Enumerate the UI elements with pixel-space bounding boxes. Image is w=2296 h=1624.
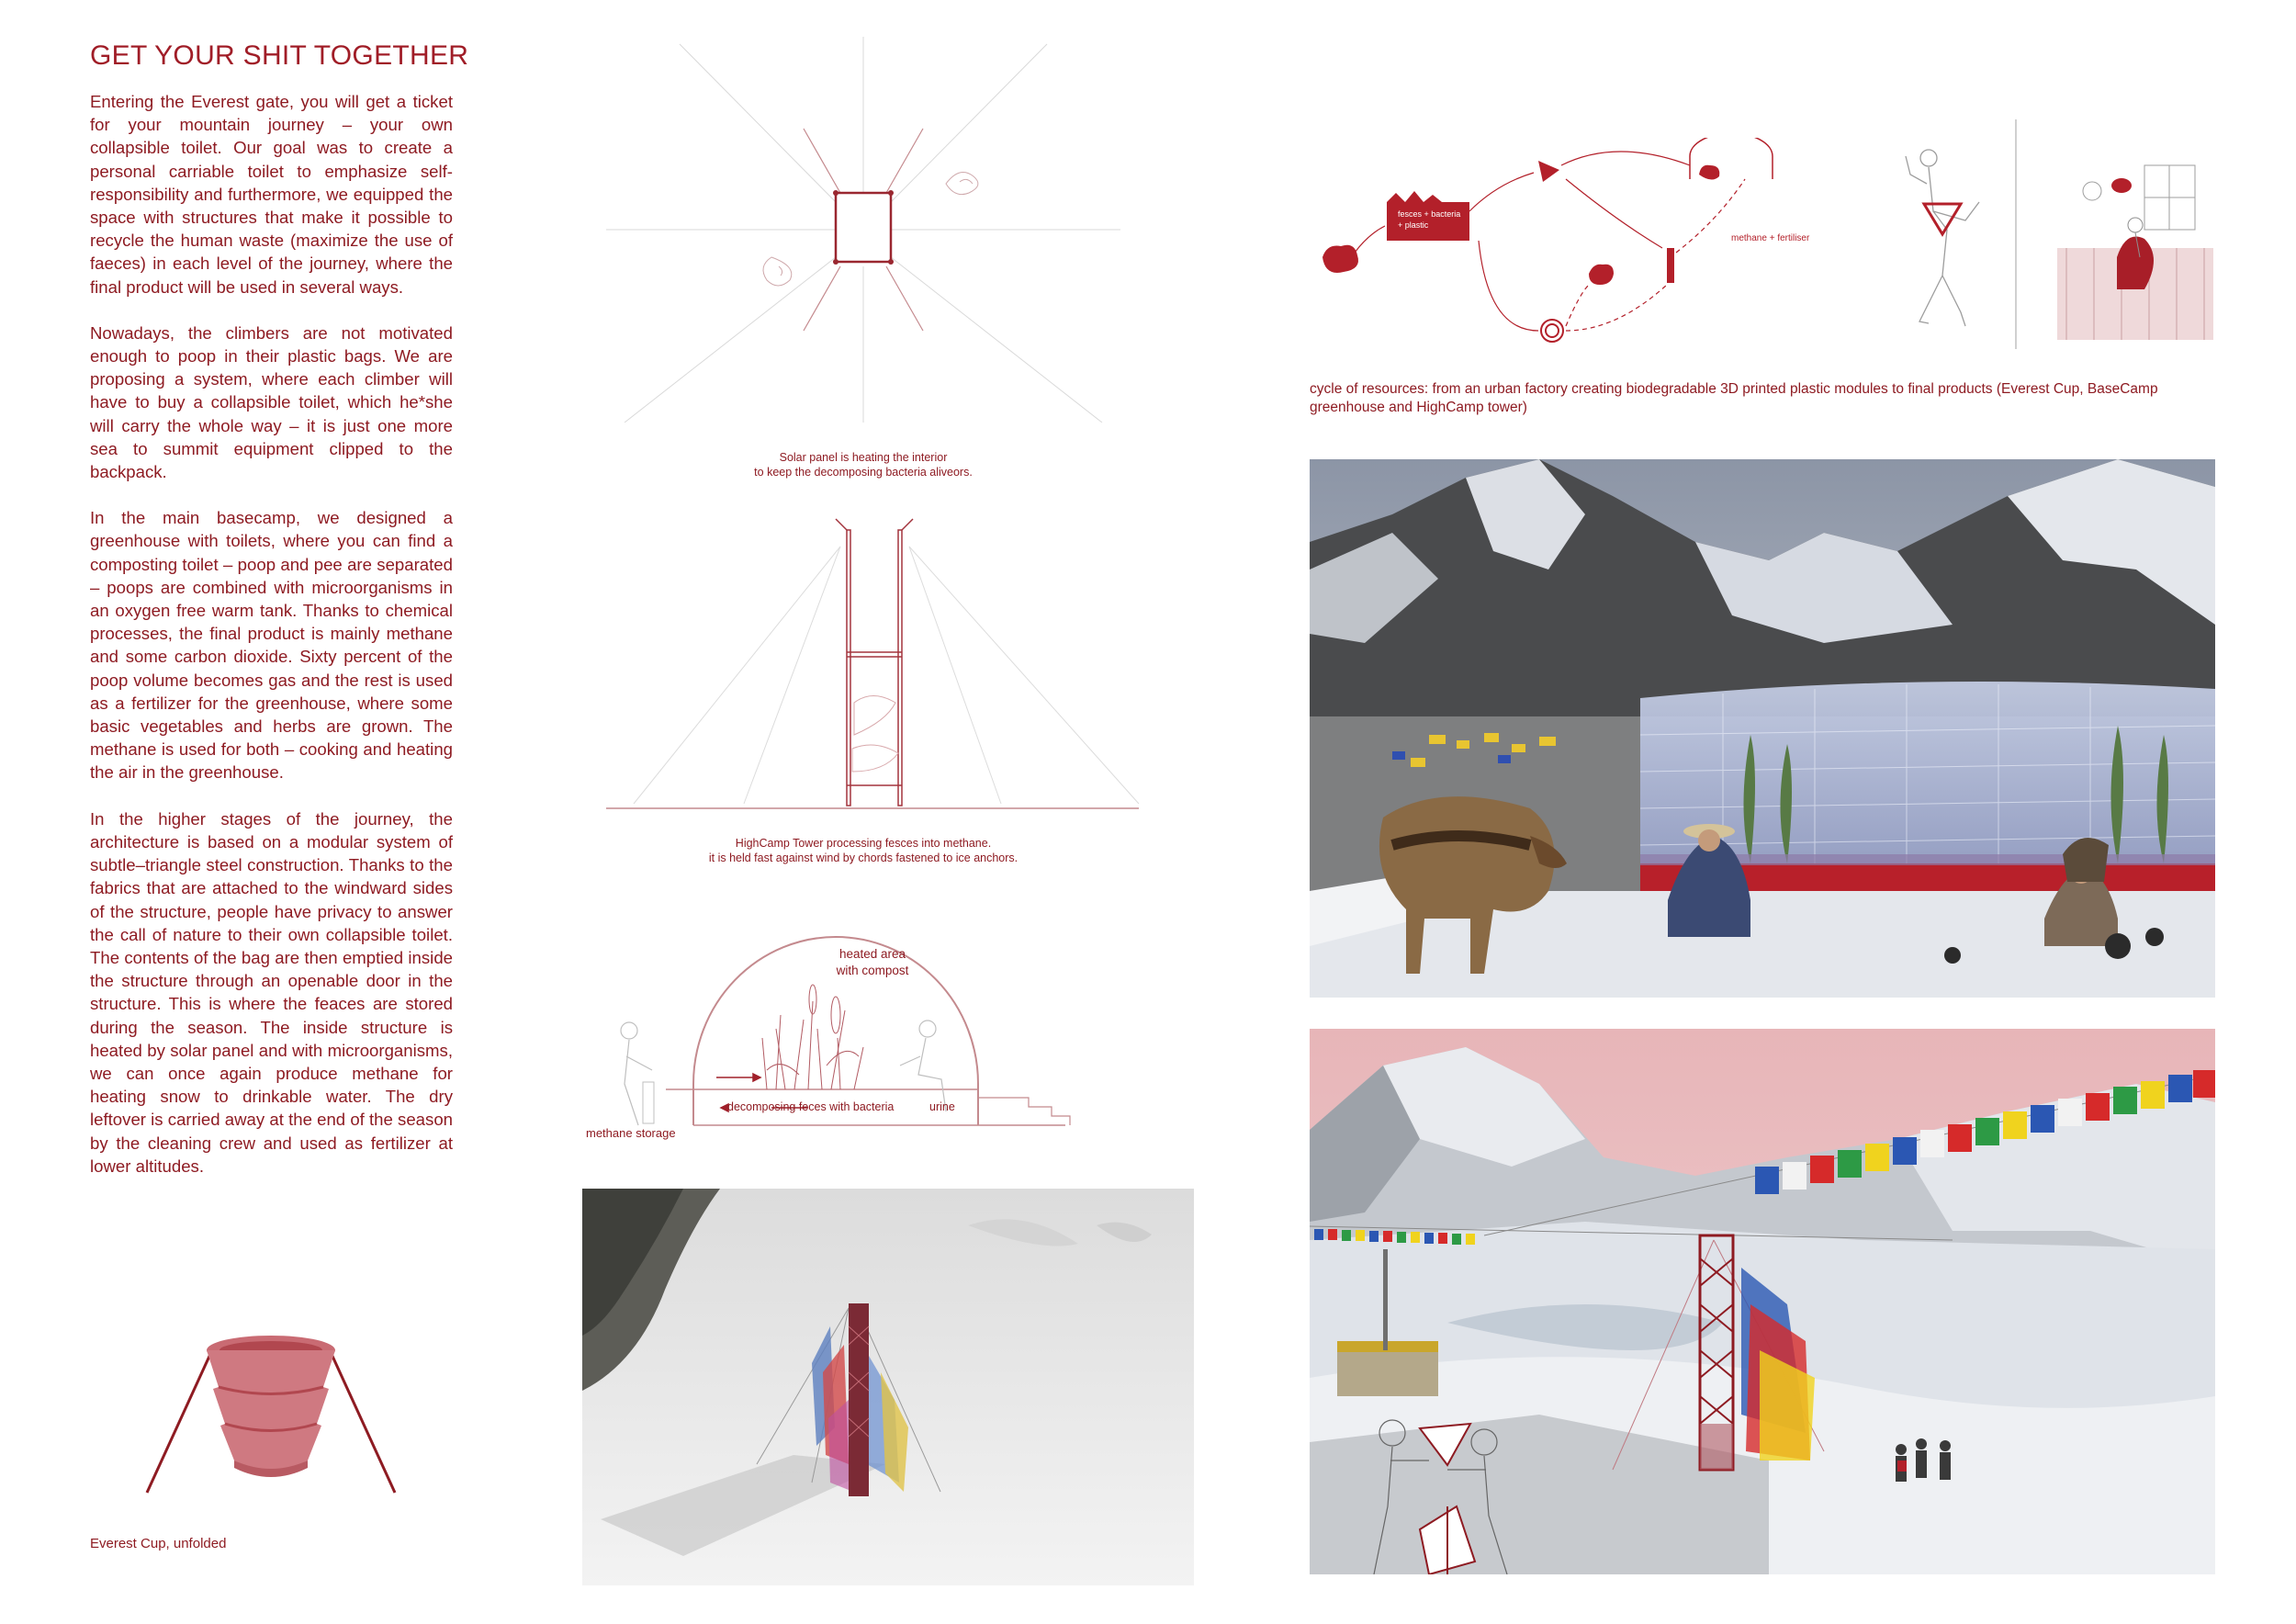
heated-area-label bbox=[817, 946, 928, 979]
heated-area-line-2: with compost bbox=[836, 964, 909, 977]
solar-caption-line-1: Solar panel is heating the interior bbox=[779, 451, 948, 464]
methane-storage-label: methane storage bbox=[586, 1126, 676, 1140]
solar-caption-line-2: to keep the decomposing bacteria aliveors. bbox=[754, 466, 973, 479]
tower-caption-line-2: it is held fast against wind by chords fastened to ice anchors. bbox=[708, 851, 1019, 864]
paragraph-1: Entering the Everest gate, you will get a ticket for your mountain journey – your own collapsible toilet. Our goal was to create a personal carriable toilet to emphasize self-responsibility and furthermore, we equipped the space with structures that make it possible to recycle the human waste (maximize the use of faeces) in each level of the journey, where the final product will be used in several ways. bbox=[90, 92, 453, 297]
page-title: GET YOUR SHIT TOGETHER bbox=[90, 40, 469, 71]
cup-caption: Everest Cup, unfolded bbox=[90, 1536, 227, 1551]
urine-label: urine bbox=[929, 1100, 955, 1113]
tower-plan-drawing bbox=[606, 37, 1120, 423]
tower-caption-line-1: HighCamp Tower processing fesces into methane. bbox=[735, 837, 992, 850]
tower-elevation-drawing bbox=[606, 510, 1157, 813]
tower-caption bbox=[661, 836, 1065, 865]
resource-cycle-diagram bbox=[1313, 138, 1864, 358]
climber-sketch bbox=[1892, 147, 2002, 367]
methane-fertiliser-label: methane + fertiliser bbox=[1731, 233, 1810, 243]
everest-cup-illustration bbox=[138, 1323, 404, 1506]
basecamp-greenhouse-photo bbox=[1310, 459, 2215, 998]
paragraph-4: In the higher stages of the journey, the architecture is based on a modular system of subtle–triangle steel construction. Thanks to the fabrics that are attached to the windward sides of the structure, people have privacy to answer the call of nature to their own collapsible toilet. The contents of the bag are then emptied inside the structure through an openable door in the structure. This is where the feaces are stored during the season. The inside structure is heated by solar panel and with microorganisms, we can once again produce methane for heating snow to drinkable water. The dry leftover is carried away at the end of the season by the cleaning crew and used as fertilizer at lower altitudes. bbox=[90, 808, 453, 1176]
interior-sketch bbox=[2011, 119, 2223, 349]
factory-label-line-2: + plastic bbox=[1398, 220, 1429, 230]
paragraph-2: Nowadays, the climbers are not motivated enough to poop in their plastic bags. We are proposing a system, where each climber will have to buy a collapsible toilet, which he*she will carry the whole way – it is just one more sea to summit equipment clipped to the backpack. bbox=[90, 322, 453, 482]
solar-caption bbox=[698, 450, 1029, 479]
cycle-caption bbox=[1310, 380, 2246, 417]
cycle-caption-line-2: greenhouse and HighCamp tower) bbox=[1310, 400, 1527, 415]
factory-label-line-1: fesces + bacteria bbox=[1398, 209, 1461, 219]
prayer-flags-tower-photo bbox=[1310, 1029, 2215, 1574]
decomposing-label: decomposing feces with bacteria bbox=[727, 1100, 895, 1113]
tower-snow-photo bbox=[582, 1189, 1194, 1585]
body-text bbox=[90, 90, 453, 1201]
paragraph-3: In the main basecamp, we designed a greenhouse with toilets, where you can find a composting toilet – poop and pee are separated – poops are combined with microorganisms in an oxygen free warm tank. Thanks to chemical processes, the final product is mainly methane and some carbon dioxide. Sixty percent of the poop volume becomes gas and the rest is used as a fertilizer for the greenhouse, where some basic vegetables and herbs are grown. The methane is used for both – cooking and heating the air in the greenhouse. bbox=[90, 508, 453, 783]
cycle-caption-line-1: cycle of resources: from an urban factory creating biodegradable 3D printed plastic modules to final products (Everest Cup, BaseCamp bbox=[1310, 381, 2158, 397]
heated-area-line-1: heated area bbox=[838, 947, 906, 961]
